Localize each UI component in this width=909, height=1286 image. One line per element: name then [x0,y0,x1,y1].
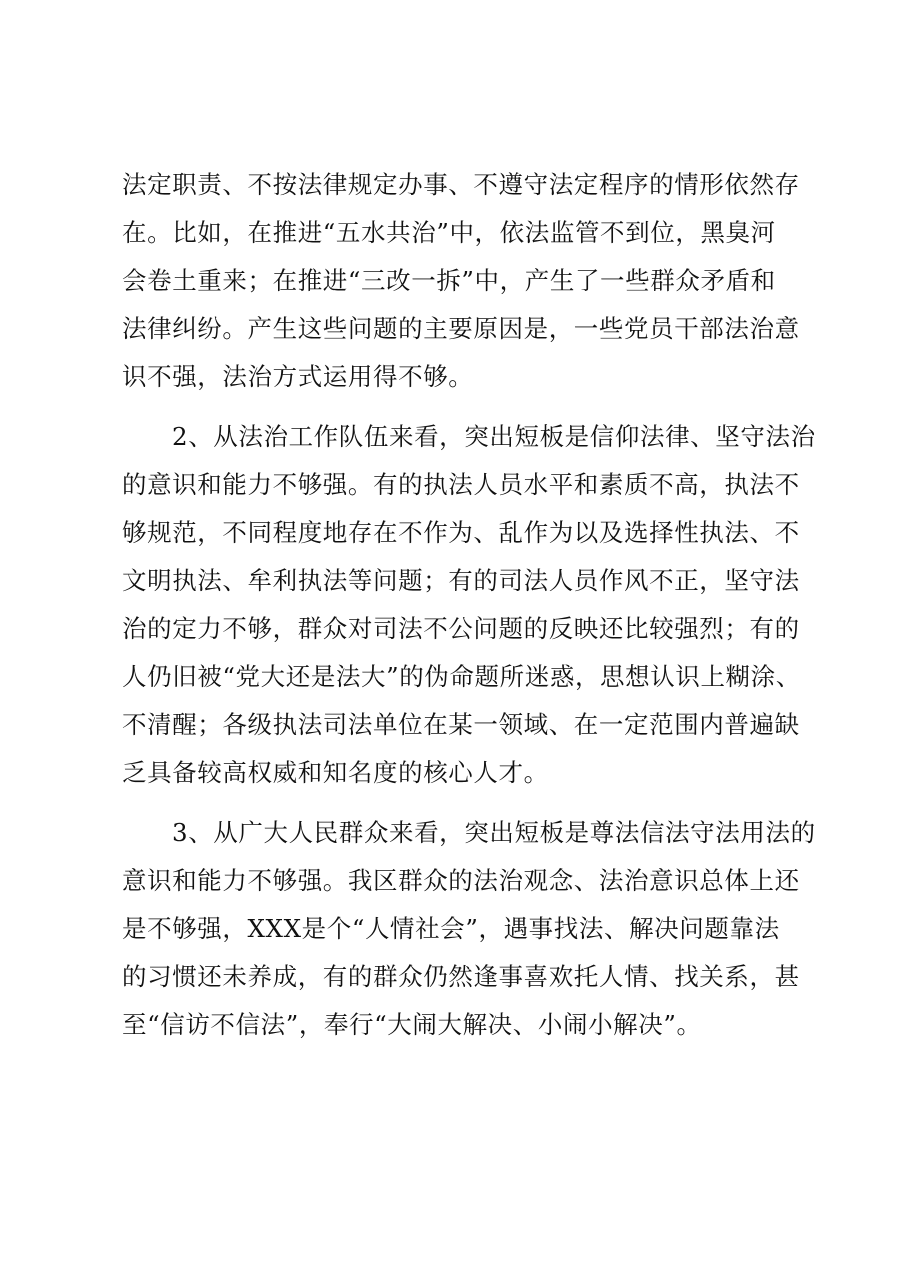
text-line: 识不强，法治方式运用得不够。 [122,362,474,391]
text-line: 够规范，不同程度地存在不作为、乱作为以及选择性执法、不 [122,518,800,547]
text-line: 乏具备较高权威和知名度的核心人才。 [122,758,549,787]
text-line: 至“信访不信法”，奉行“大闹大解决、小闹小解决”。 [122,1010,702,1039]
text-line: 会卷土重来；在推进“三改一拆”中，产生了一些群众矛盾和 [122,266,776,295]
text-line: 人仍旧被“党大还是法大”的伪命题所迷惑，思想认识上糊涂、 [122,662,801,691]
paragraph-3 [122,809,816,1049]
document-body [122,161,816,1049]
text-line: 法律纠纷。产生这些问题的主要原因是，一些党员干部法治意 [122,314,800,343]
text-line: 意识和能力不够强。我区群众的法治观念、法治意识总体上还 [122,866,800,895]
text-line: 3、从广大人民群众来看，突出短板是尊法信法守法用法的 [172,818,816,847]
text-line: 的意识和能力不够强。有的执法人员水平和素质不高，执法不 [122,470,800,499]
paragraph-2 [122,413,816,797]
text-line: 治的定力不够，群众对司法不公问题的反映还比较强烈；有的 [122,614,800,643]
text-line: 的习惯还未养成，有的群众仍然逢事喜欢托人情、找关系，甚 [122,962,800,991]
text-line: 不清醒；各级执法司法单位在某一领域、在一定范围内普遍缺 [122,710,800,739]
text-line: 2、从法治工作队伍来看，突出短板是信仰法律、坚守法治 [172,422,816,451]
paragraph-1 [122,161,812,401]
text-line: 文明执法、牟利执法等问题；有的司法人员作风不正，坚守法 [122,566,800,595]
text-line: 在。比如，在推进“五水共治”中，依法监管不到位，黑臭河 [122,218,776,247]
text-line: 是不够强，XXX是个“人情社会”，遇事找法、解决问题靠法 [122,914,780,943]
text-line: 法定职责、不按法律规定办事、不遵守法定程序的情形依然存 [122,170,800,199]
